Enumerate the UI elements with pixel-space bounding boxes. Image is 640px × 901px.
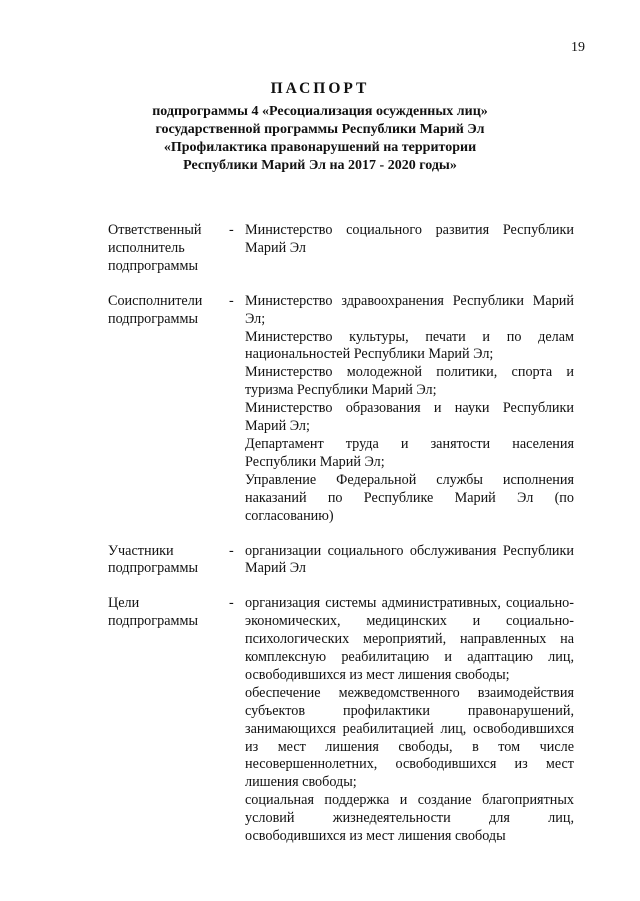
subtitle-line: государственной программы Республики Марий Эл [155, 122, 485, 137]
value-paragraph: Министерство молодежной политики, спорта и туризма Республики Марий Эл; [245, 364, 574, 399]
passport-row-responsible [108, 222, 574, 276]
passport-row-coexecutors [108, 293, 574, 526]
value-paragraph: Министерство культуры, печати и по делам национальностей Республики Марий Эл; [245, 328, 574, 363]
row-value [245, 543, 574, 579]
passport-row-participants [108, 543, 574, 579]
value-paragraph: Управление Федеральной службы исполнения наказаний по Республике Марий Эл (по согласованию) [245, 471, 574, 524]
row-dash: - [229, 595, 234, 612]
row-value [245, 595, 574, 846]
value-paragraph: организации социального обслуживания Республики Марий Эл [245, 542, 574, 577]
passport-table [108, 222, 574, 863]
row-label: Ответственный исполнитель подпрограммы [108, 222, 202, 274]
value-paragraph: Министерство образования и науки Республики Марий Эл; [245, 400, 574, 435]
value-paragraph: Министерство здравоохранения Республики Марий Эл; [245, 292, 574, 327]
subtitle-line: подпрограммы 4 «Ресоциализация осужденных лиц» [152, 104, 488, 119]
value-paragraph: социальная поддержка и создание благоприятных условий жизнедеятельности для лиц, освободившихся из мест лишения свободы [245, 792, 574, 845]
subtitle-line: Республики Марий Эл на 2017 - 2020 годы» [183, 158, 457, 173]
row-dash: - [229, 222, 234, 238]
document-title: ПАСПОРТ [270, 80, 370, 97]
page-number: 19 [571, 40, 585, 55]
document-subtitle [0, 103, 640, 175]
row-dash: - [229, 292, 234, 309]
value-paragraph: организация системы административных, социально-экономических, медицинских и социально-психологических мероприятий, направленных на комплексную реабилитацию и адаптацию лиц, освободившихся из мест лишения свободы; [245, 595, 574, 683]
subtitle-line: «Профилактика правонарушений на территории [163, 140, 477, 155]
value-paragraph: обеспечение межведомственного взаимодействия субъектов профилактики правонарушений, занимающихся реабилитацией лиц, освободившихся из мест лишения свободы, в том числе несовершеннолетних, освободившихся из мест лишения свободы; [245, 684, 574, 791]
value-paragraph: Департамент труда и занятости населения Республики Марий Эл; [245, 435, 574, 470]
row-value [245, 222, 574, 276]
value-paragraph: Министерство социального развития Республики Марий Эл [245, 222, 574, 256]
row-dash: - [229, 542, 234, 559]
passport-row-goals [108, 595, 574, 846]
row-label: Участники подпрограммы [108, 542, 198, 577]
row-label: Цели подпрограммы [108, 595, 198, 630]
row-label: Соисполнители подпрограммы [108, 292, 203, 327]
row-value [245, 293, 574, 526]
